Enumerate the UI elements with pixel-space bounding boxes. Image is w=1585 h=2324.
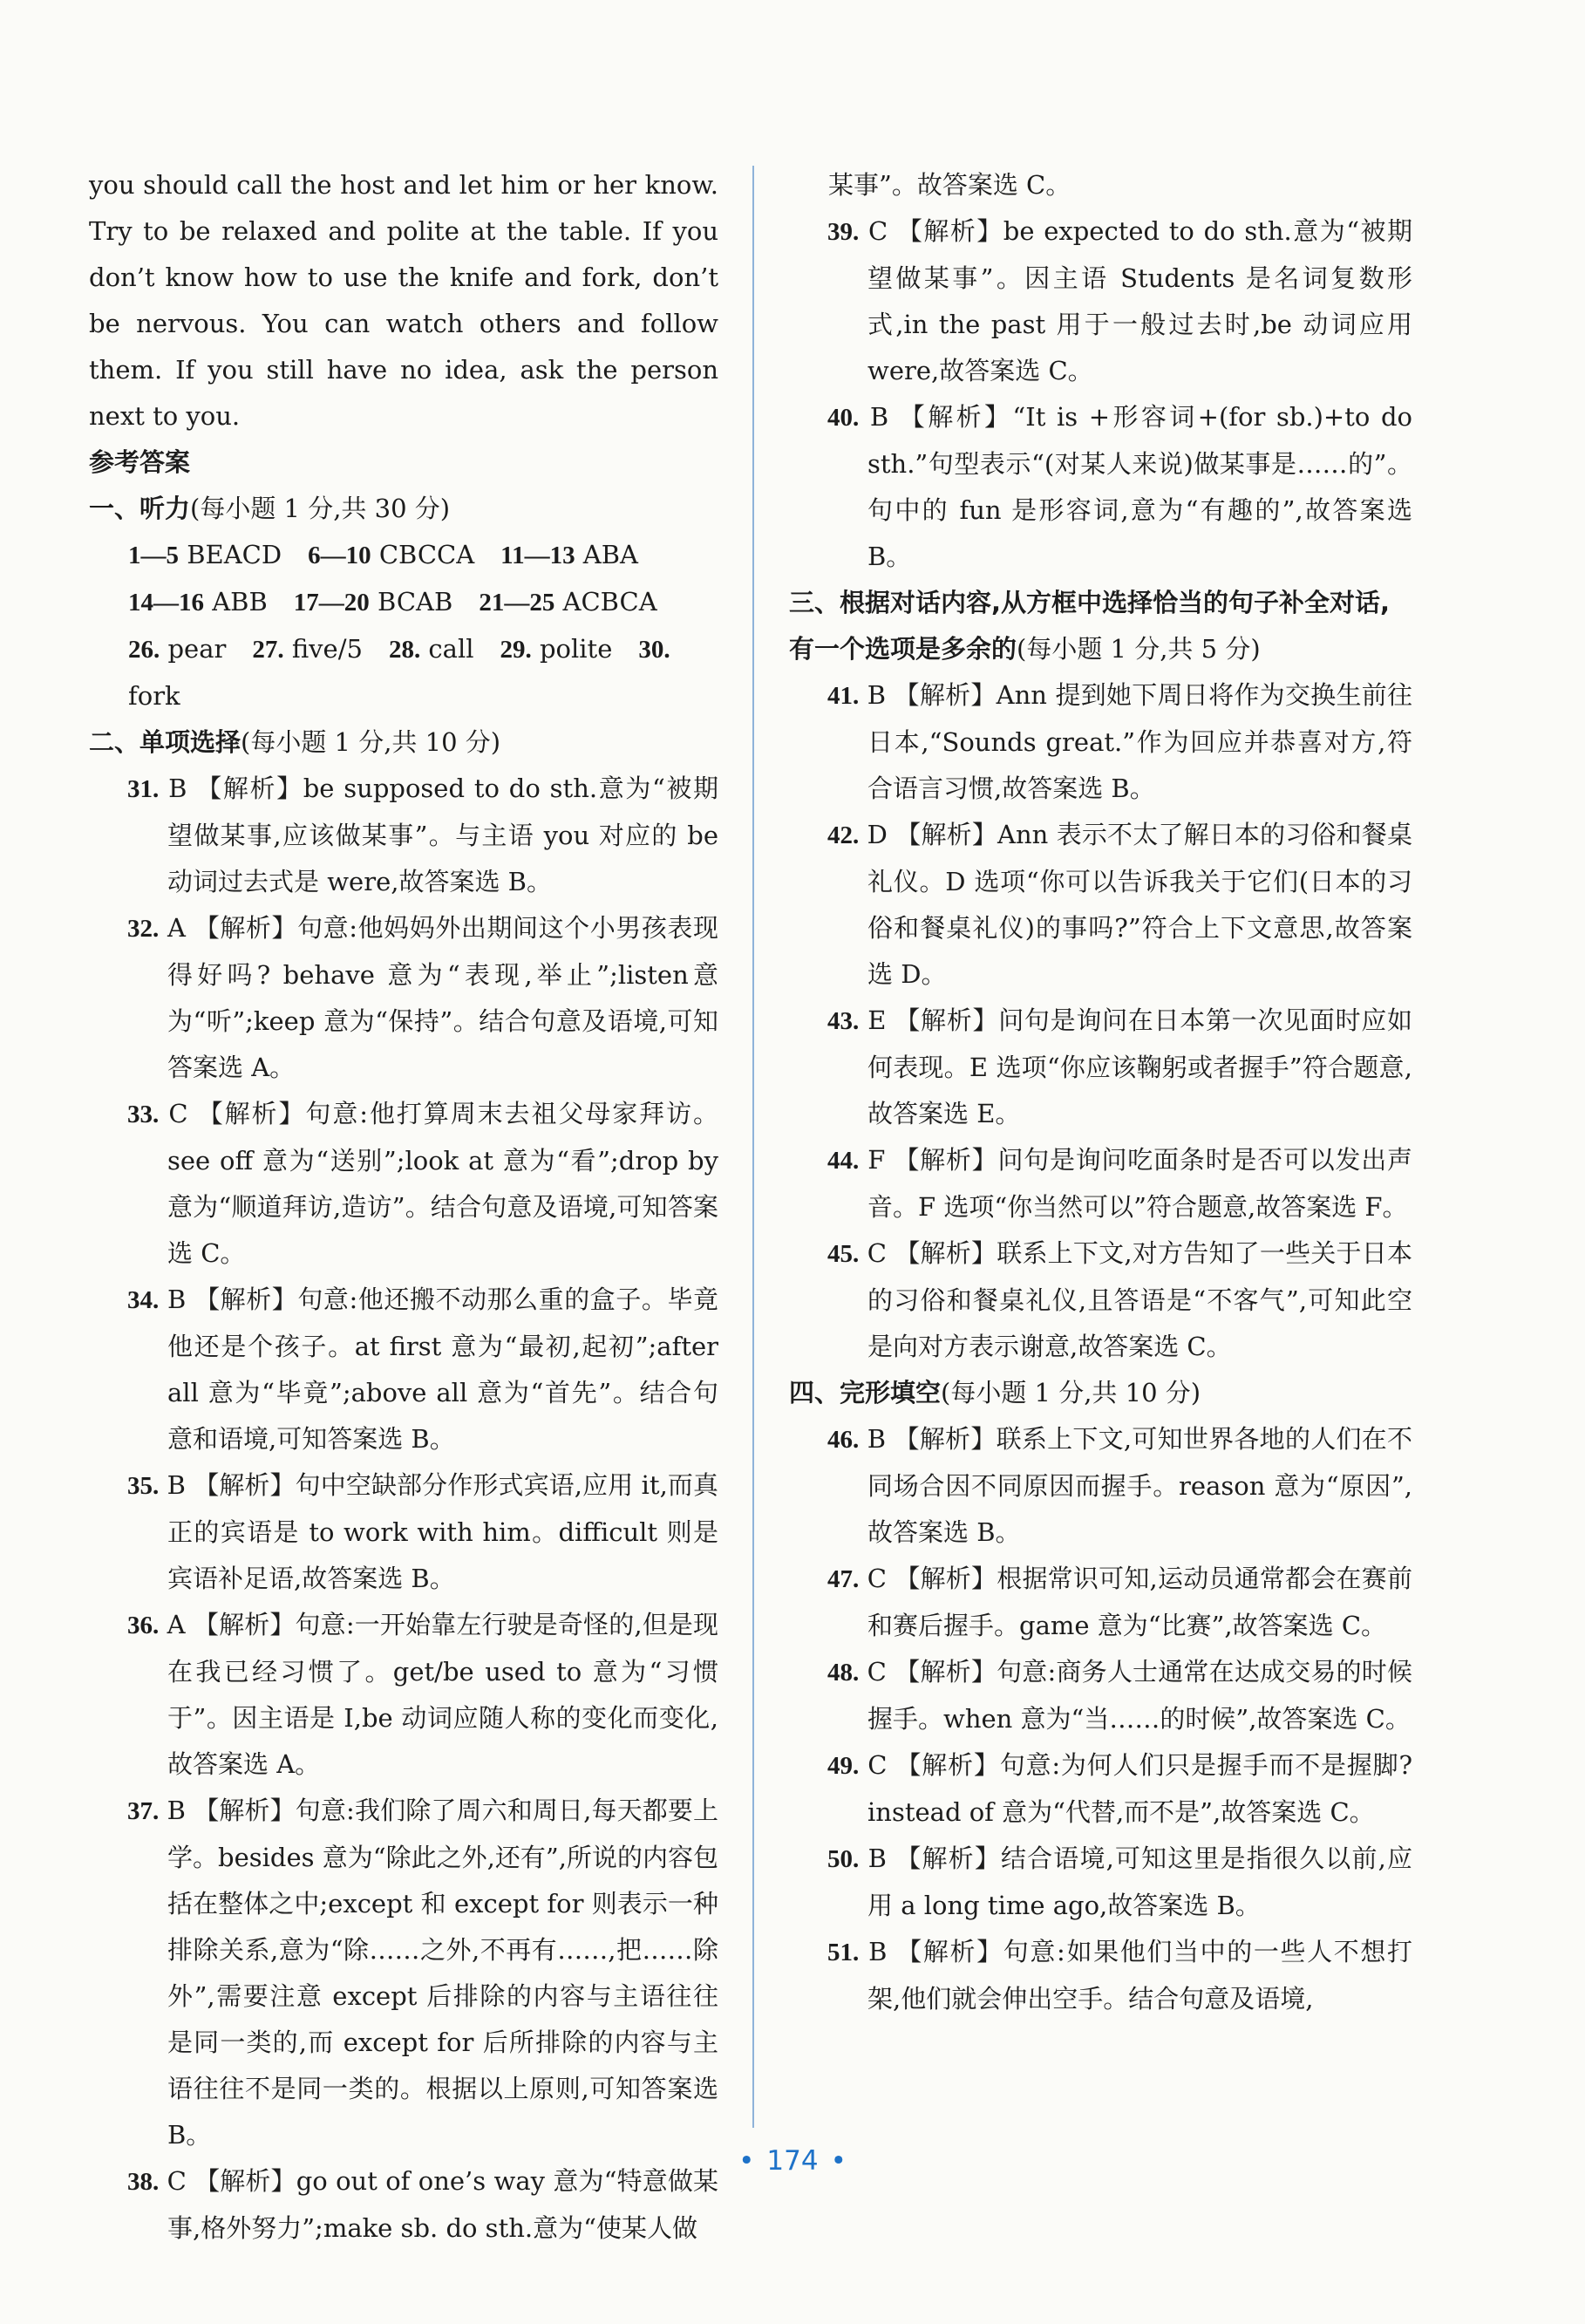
listening-answer: 28. call <box>388 634 474 664</box>
continued-text: 某事”。故答案选 C。 <box>828 170 1071 200</box>
answer-item <box>89 766 718 905</box>
answer-item <box>789 1556 1412 1649</box>
listening-row <box>89 626 718 719</box>
listening-answer: 14—16 ABB <box>128 587 268 617</box>
item-number: 47. <box>827 1565 860 1593</box>
item-number: 31. <box>127 775 160 803</box>
answer-item <box>789 1416 1412 1556</box>
listening-answer: 1—5 BEACD <box>128 540 282 569</box>
item-number: 49. <box>827 1752 860 1780</box>
item-text: E 【解析】问句是询问在日本第一次见面时应如何表现。E 选项“你应该鞠躬或者握手”符合题意,故答案选 E。 <box>867 1005 1413 1128</box>
listening-answer: 21—25 ACBCA <box>479 587 657 617</box>
item-text: A 【解析】句意:一开始靠左行驶是奇怪的,但是现在我已经习惯了。get/be used to 意为“习惯于”。因主语是 I,be 动词应随人称的变化而变化,故答案选 A。 <box>167 1610 719 1779</box>
listening-answer: 30. fork <box>128 636 670 711</box>
answer-item <box>89 905 718 1091</box>
answer-item <box>89 1462 718 1602</box>
answer-list <box>789 672 1412 1370</box>
answer-item <box>789 1230 1412 1370</box>
item-number: 37. <box>127 1797 160 1825</box>
item-number: 32. <box>127 915 160 943</box>
item-number: 43. <box>827 1007 860 1035</box>
item-text: B 【解析】联系上下文,可知世界各地的人们在不同场合因不同原因而握手。reason 意为“原因”,故答案选 B。 <box>867 1424 1413 1547</box>
listening-row <box>89 532 718 579</box>
item-number: 34. <box>127 1286 160 1314</box>
answer-item <box>89 1277 718 1462</box>
item-number: 48. <box>827 1659 860 1687</box>
item-number: 39. <box>827 218 860 246</box>
item-text: B 【解析】be supposed to do sth.意为“被期望做某事,应该做某事”。与主语 you 对应的 be 动词过去式是 were,故答案选 B。 <box>167 774 719 896</box>
left-column <box>89 162 718 2252</box>
item-number: 41. <box>827 682 860 710</box>
answer-item <box>789 1929 1412 2022</box>
answers-title: 参考答案 <box>89 447 191 477</box>
page-number: • 174 • <box>738 2145 847 2177</box>
item-number: 33. <box>127 1101 160 1128</box>
answer-item <box>789 1742 1412 1836</box>
answer-item <box>789 812 1412 998</box>
item-number: 40. <box>827 404 860 432</box>
listening-answer: 11—13 ABA <box>500 540 638 569</box>
item-text: B 【解析】句中空缺部分作形式宾语,应用 it,而真正的宾语是 to work with him。difficult 则是宾语补足语,故答案选 B。 <box>167 1470 718 1593</box>
listening-answer: 29. polite <box>500 634 613 664</box>
answer-item <box>789 998 1412 1137</box>
passage-paragraph: you should call the host and let him or her know. Try to be relaxed and polite at the table. If you don’t know how to use the knife and fork, don’t be nervous. You can watch others and follow them. If you still have no idea, ask the person next to you. <box>89 170 718 431</box>
listening-answers <box>89 532 718 719</box>
answer-item <box>789 1649 1412 1742</box>
item-number: 45. <box>827 1240 860 1268</box>
answer-item <box>789 672 1412 812</box>
item-number: 42. <box>827 821 860 849</box>
item-number: 50. <box>827 1845 860 1873</box>
item-text: B 【解析】“It is +形容词+(for sb.)+to do sth.”句型表示“(对某人来说)做某事是……的”。句中的 fun 是形容词,意为“有趣的”,故答案选 B。 <box>867 402 1412 571</box>
item-number: 35. <box>127 1472 160 1500</box>
item-number: 36. <box>127 1612 160 1639</box>
answer-list <box>789 208 1412 580</box>
section-heading: 三、根据对话内容,从方框中选择恰当的句子补全对话,有一个选项是多余的(每小题 1 分,共 5 分) <box>789 588 1391 664</box>
item-text: C 【解析】be expected to do sth.意为“被期望做某事”。因主语 Students 是名词复数形式,in the past 用于一般过去时,be 动词应用 were,故答案选 C。 <box>867 216 1412 385</box>
answer-item <box>89 1091 718 1277</box>
item-text: B 【解析】结合语境,可知这里是指很久以前,应用 a long time ago,故答案选 B。 <box>867 1844 1413 1920</box>
right-column <box>789 162 1412 2022</box>
item-number: 38. <box>127 2168 160 2196</box>
section-heading: 二、单项选择(每小题 1 分,共 10 分) <box>89 727 501 757</box>
section-heading: 一、听力(每小题 1 分,共 30 分) <box>89 494 451 523</box>
item-text: C 【解析】go out of one’s way 意为“特意做某事,格外努力”;make sb. do sth.意为“使某人做 <box>167 2166 718 2243</box>
item-text: F 【解析】问句是询问吃面条时是否可以发出声音。F 选项“你当然可以”符合题意,故答案选 F。 <box>867 1145 1413 1222</box>
answer-item <box>789 1137 1412 1230</box>
answer-list <box>89 766 718 2252</box>
answer-item <box>89 1602 718 1788</box>
item-text: C 【解析】句意:商务人士通常在达成交易的时候握手。when 意为“当……的时候”,故答案选 C。 <box>867 1657 1412 1734</box>
listening-answer: 6—10 CBCCA <box>308 540 475 569</box>
listening-answer: 26. pear <box>128 634 227 664</box>
item-text: C 【解析】句意:他打算周末去祖父母家拜访。see off 意为“送别”;look at 意为“看”;drop by 意为“顺道拜访,造访”。结合句意及语境,可知答案选 C。 <box>167 1099 718 1268</box>
answer-item <box>89 1788 718 2158</box>
answer-item <box>789 1836 1412 1929</box>
listening-answer: 17—20 BCAB <box>293 587 453 617</box>
item-number: 46. <box>827 1426 860 1454</box>
item-number: 44. <box>827 1147 860 1175</box>
listening-row <box>89 579 718 626</box>
item-text: C 【解析】根据常识可知,运动员通常都会在赛前和赛后握手。game 意为“比赛”,故答案选 C。 <box>867 1564 1412 1640</box>
item-text: B 【解析】句意:我们除了周六和周日,每天都要上学。besides 意为“除此之外,还有”,所说的内容包括在整体之中;except 和 except for 则表示一种排除关系,意为“除……之外,不再有……,把……除外”,需要注意 except 后排除的内容与主语往往是同一类的,而 except for 后所排除的内容与主语往往不是同一类的。根据以上原则,可知答案选 B。 <box>167 1796 718 2150</box>
item-text: B 【解析】句意:他还搬不动那么重的盒子。毕竟他还是个孩子。at first 意为“最初,起初”;after all 意为“毕竟”;above all 意为“首先”。结合句意和语境,可知答案选 B。 <box>167 1285 718 1454</box>
item-number: 51. <box>827 1939 860 1966</box>
section-heading: 四、完形填空(每小题 1 分,共 10 分) <box>789 1378 1201 1407</box>
answer-list <box>789 1416 1412 2022</box>
item-text: B 【解析】Ann 提到她下周日将作为交换生前往日本,“Sounds great.”作为回应并恭喜对方,符合语言习惯,故答案选 B。 <box>867 680 1413 803</box>
item-text: D 【解析】Ann 表示不太了解日本的习俗和餐桌礼仪。D 选项“你可以告诉我关于它们(日本的习俗和餐桌礼仪)的事吗?”符合上下文意思,故答案选 D。 <box>867 820 1412 989</box>
column-divider <box>752 166 754 2128</box>
listening-answer: 27. five/5 <box>252 634 363 664</box>
answer-item <box>789 394 1412 580</box>
item-text: A 【解析】句意:他妈妈外出期间这个小男孩表现得好吗? behave 意为“表现,举止”;listen意为“听”;keep 意为“保持”。结合句意及语境,可知答案选 A。 <box>167 913 719 1082</box>
item-text: C 【解析】联系上下文,对方告知了一些关于日本的习俗和餐桌礼仪,且答语是“不客气”,可知此空是向对方表示谢意,故答案选 C。 <box>867 1238 1412 1361</box>
answer-item <box>789 208 1412 394</box>
item-text: C 【解析】句意:为何人们只是握手而不是握脚? instead of 意为“代替,而不是”,故答案选 C。 <box>867 1750 1412 1827</box>
item-text: B 【解析】句意:如果他们当中的一些人不想打架,他们就会伸出空手。结合句意及语境, <box>867 1937 1412 2014</box>
